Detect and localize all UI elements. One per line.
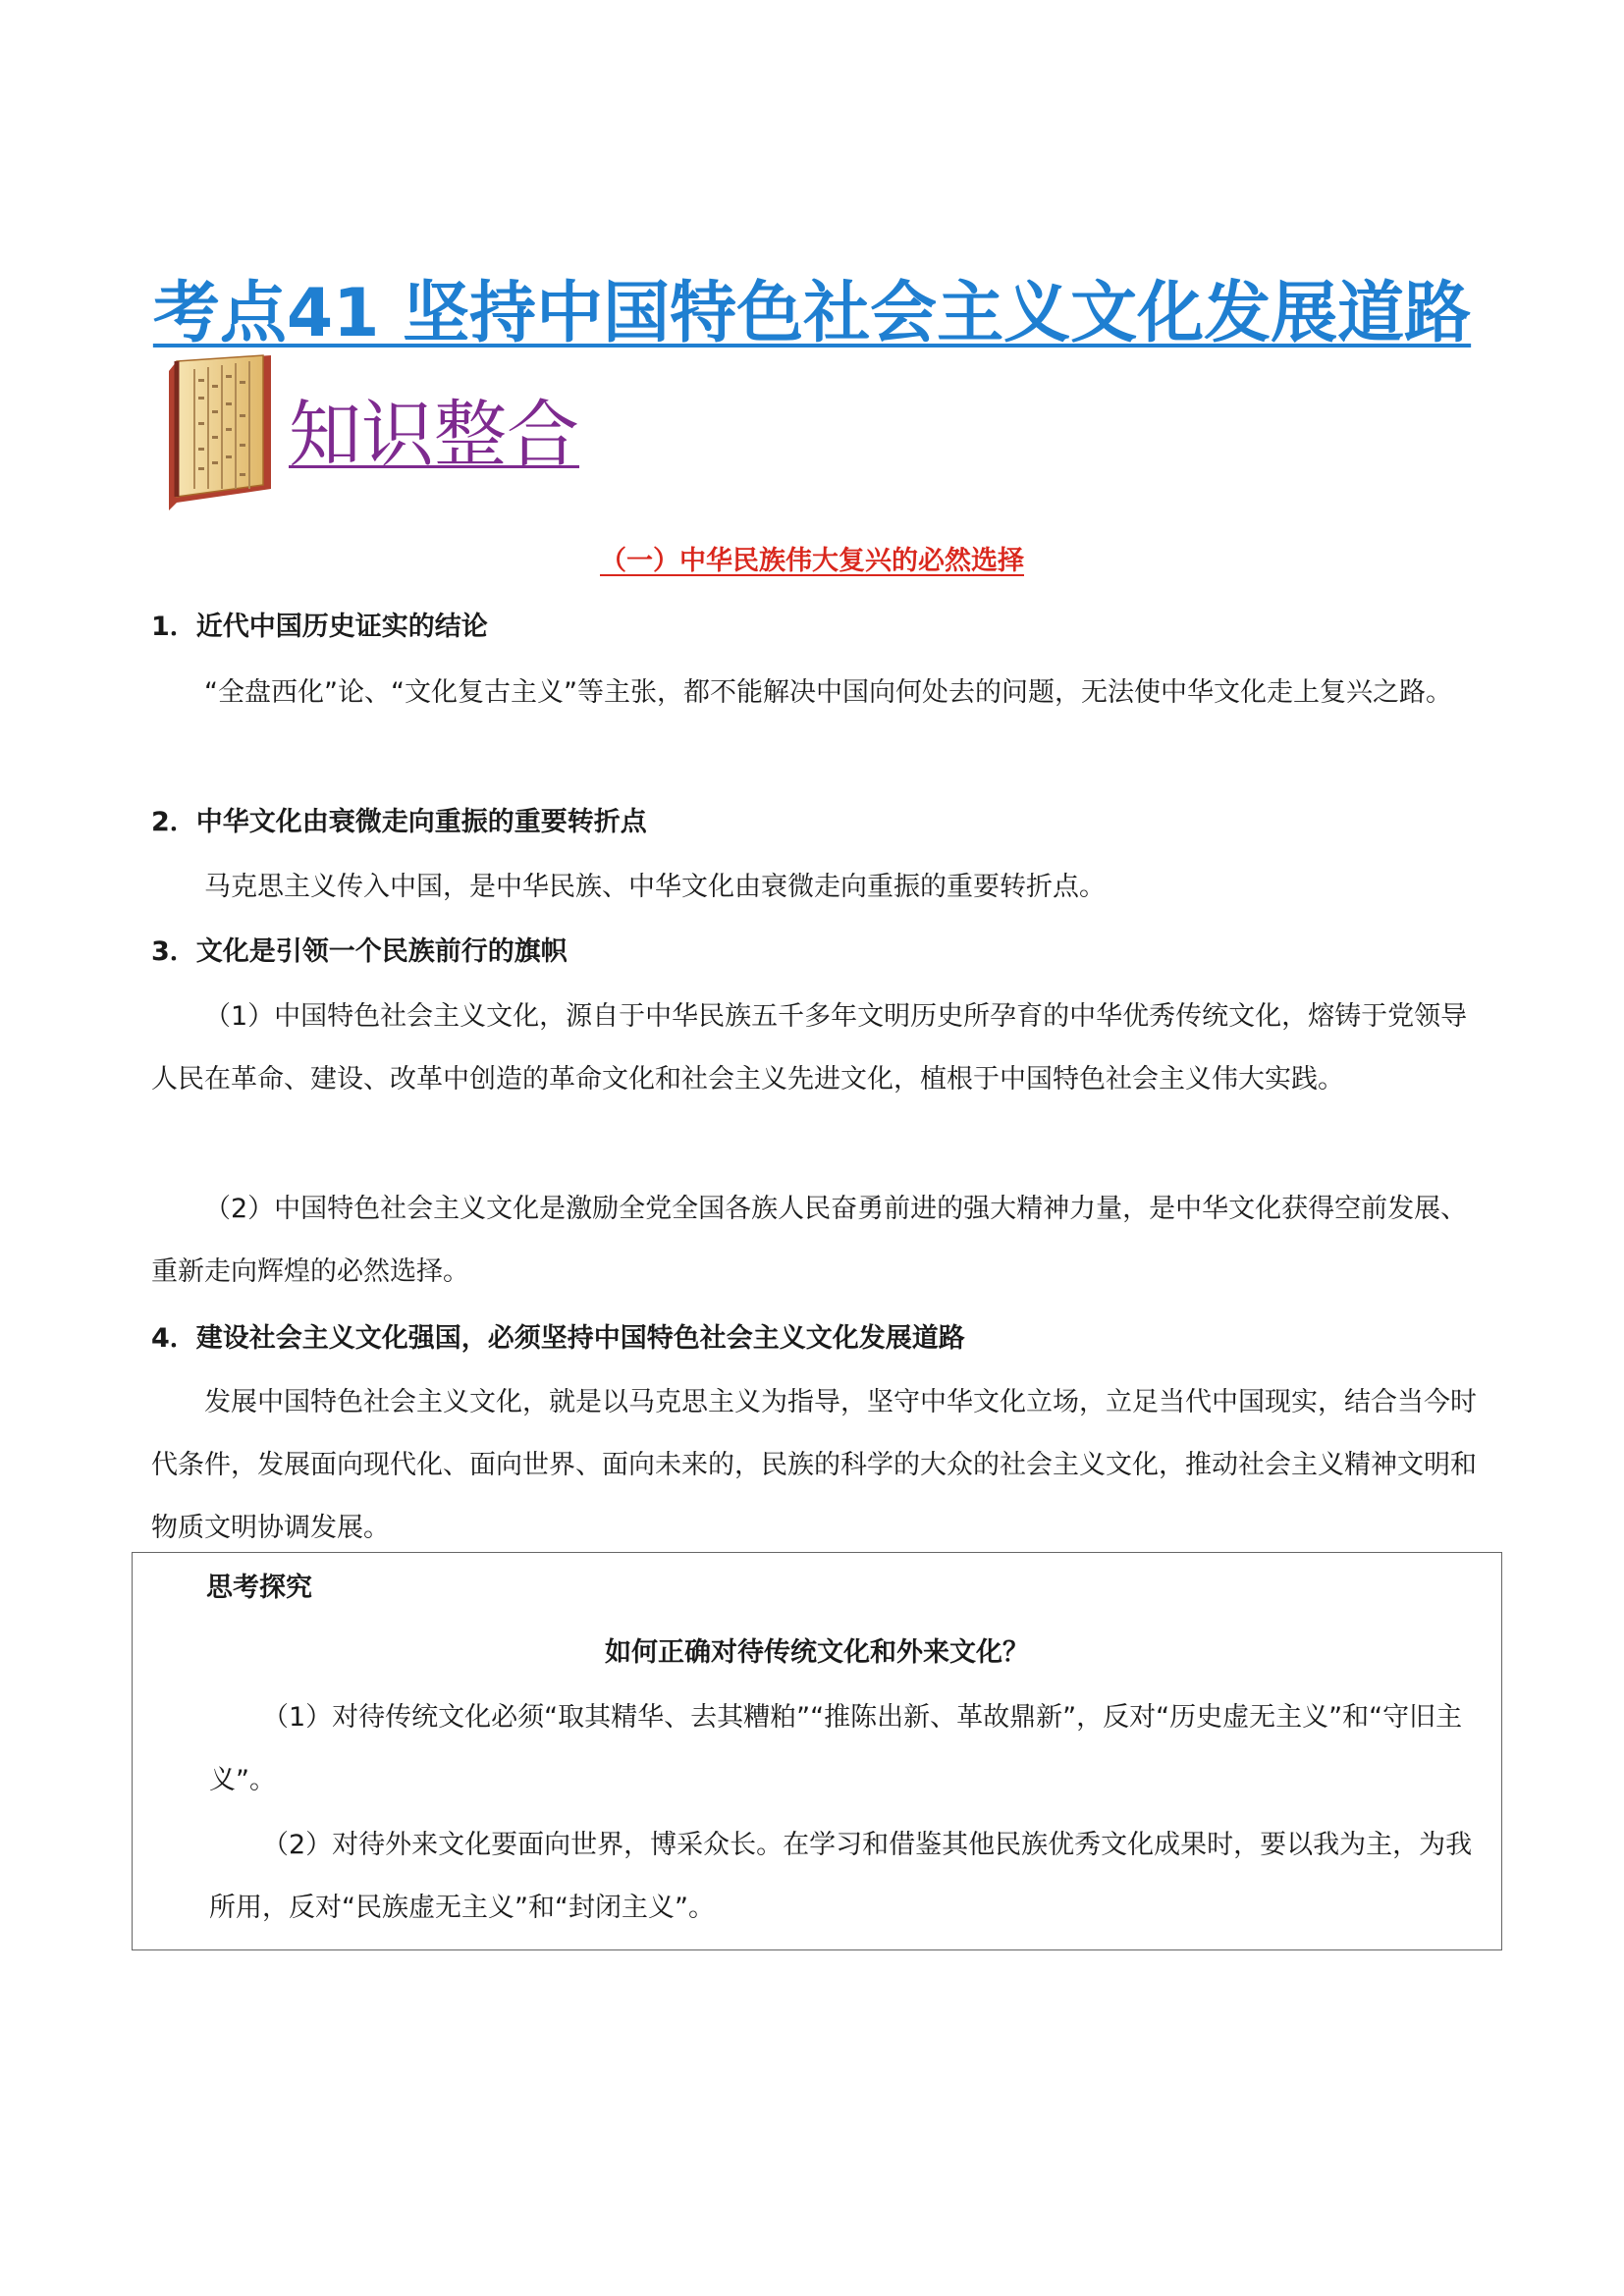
item-2-heading: 2．中华文化由衰微走向重振的重要转折点 — [151, 807, 647, 837]
book-icon — [161, 346, 279, 512]
item-1-heading: 1．近代中国历史证实的结论 — [151, 612, 488, 642]
item-3-paragraph-1: （1）中国特色社会主义文化，源自于中华民族五千多年文明历史所孕育的中华优秀传统文化，熔铸于党领导人民在革命、建设、改革中创造的革命文化和社会主义先进文化，植根于中国特色社会主义伟大实践。 — [151, 1001, 1468, 1095]
item-3-paragraph-2: （2）中国特色社会主义文化是激励全党全国各族人民奋勇前进的强大精神力量，是中华文化获得空前发展、重新走向辉煌的必然选择。 — [151, 1194, 1468, 1287]
think-box — [132, 1552, 1502, 1950]
banner-label: 知识整合 — [289, 393, 579, 477]
knowledge-banner — [161, 346, 579, 512]
think-box-answer-2: （2）对待外来文化要面向世界，博采众长。在学习和借鉴其他民族优秀文化成果时，要以我为主，为我所用，反对“民族虚无主义”和“封闭主义”。 — [209, 1830, 1473, 1923]
item-2-paragraph: 马克思主义传入中国，是中华民族、中华文化由衰微走向重振的重要转折点。 — [204, 872, 1106, 902]
section-heading: （一）中华民族伟大复兴的必然选择 — [600, 546, 1024, 576]
think-box-label: 思考探究 — [206, 1573, 312, 1603]
item-4-paragraph: 发展中国特色社会主义文化，就是以马克思主义为指导，坚守中华文化立场，立足当代中国现实，结合当今时代条件，发展面向现代化、面向世界、面向未来的，民族的科学的大众的社会主义文化，推动社会主义精神文明和物质文明协调发展。 — [151, 1387, 1477, 1543]
item-1-paragraph: “全盘西化”论、“文化复古主义”等主张，都不能解决中国向何处去的问题，无法使中华文化走上复兴之路。 — [204, 677, 1452, 708]
item-3-heading: 3．文化是引领一个民族前行的旗帜 — [151, 936, 568, 967]
item-4-heading: 4．建设社会主义文化强国，必须坚持中国特色社会主义文化发展道路 — [151, 1323, 965, 1354]
think-box-answer-1: （1）对待传统文化必须“取其精华、去其糟粕”“推陈出新、革故鼎新”，反对“历史虚无主义”和“守旧主义”。 — [209, 1702, 1463, 1795]
think-box-question: 如何正确对待传统文化和外来文化？ — [605, 1637, 1029, 1668]
page-title: 考点41 坚持中国特色社会主义文化发展道路 — [152, 274, 1472, 352]
